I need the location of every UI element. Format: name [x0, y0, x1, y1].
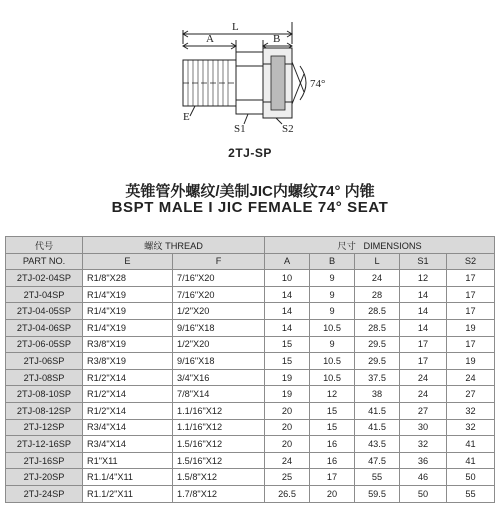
label-L: L	[232, 21, 239, 33]
cell-e: R1/2"X14	[83, 369, 173, 386]
cell-s1: 14	[400, 303, 447, 320]
label-A: A	[206, 33, 214, 45]
cell-b: 15	[310, 402, 355, 419]
cell-part-no: 2TJ-06-05SP	[6, 336, 83, 353]
cell-e: R1"X11	[83, 452, 173, 469]
label-angle: 74°	[310, 78, 326, 90]
cell-l: 47.5	[355, 452, 400, 469]
cell-l: 43.5	[355, 436, 400, 453]
cell-a: 15	[265, 353, 310, 370]
header-dimensions-en: DIMENSIONS	[363, 240, 422, 251]
table-row	[6, 303, 495, 320]
cell-f: 7/8"X14	[173, 386, 265, 403]
table-row	[6, 336, 495, 353]
cell-s2: 24	[447, 369, 495, 386]
cell-part-no: 2TJ-08SP	[6, 369, 83, 386]
cell-s2: 41	[447, 452, 495, 469]
cell-s1: 24	[400, 369, 447, 386]
cell-part-no: 2TJ-08-12SP	[6, 402, 83, 419]
cell-part-no: 2TJ-04SP	[6, 286, 83, 303]
table-row	[6, 286, 495, 303]
cell-l: 29.5	[355, 353, 400, 370]
cell-l: 38	[355, 386, 400, 403]
cell-s1: 17	[400, 336, 447, 353]
cell-part-no: 2TJ-02-04SP	[6, 270, 83, 287]
cell-f: 1.5/16"X12	[173, 452, 265, 469]
cell-f: 7/16"X20	[173, 286, 265, 303]
cell-l: 59.5	[355, 485, 400, 502]
table-row	[6, 386, 495, 403]
cell-a: 19	[265, 386, 310, 403]
cell-f: 1/2"X20	[173, 336, 265, 353]
table-row	[6, 469, 495, 486]
cell-part-no: 2TJ-16SP	[6, 452, 83, 469]
cell-s2: 17	[447, 336, 495, 353]
cell-b: 9	[310, 286, 355, 303]
cell-l: 41.5	[355, 402, 400, 419]
cell-l: 28	[355, 286, 400, 303]
cell-s1: 30	[400, 419, 447, 436]
cell-a: 20	[265, 419, 310, 436]
cell-b: 16	[310, 452, 355, 469]
cell-l: 41.5	[355, 419, 400, 436]
cell-a: 19	[265, 369, 310, 386]
table-row	[6, 402, 495, 419]
cell-a: 20	[265, 436, 310, 453]
label-B: B	[273, 33, 281, 45]
cell-s1: 14	[400, 319, 447, 336]
cell-part-no: 2TJ-08-10SP	[6, 386, 83, 403]
cell-a: 15	[265, 336, 310, 353]
cell-a: 14	[265, 303, 310, 320]
cell-f: 9/16"X18	[173, 319, 265, 336]
title-chinese: 英锥管外螺纹/美制JIC内螺纹74° 内锥	[125, 183, 375, 200]
header-col-s2: S2	[447, 253, 495, 270]
cell-l: 28.5	[355, 319, 400, 336]
part-code: 2TJ-SP	[228, 146, 272, 160]
cell-s1: 32	[400, 436, 447, 453]
cell-b: 10.5	[310, 319, 355, 336]
header-col-s1: S1	[400, 253, 447, 270]
fitting-drawing	[0, 0, 500, 150]
header-dimensions-group	[265, 237, 495, 254]
cell-f: 1.1/16"X12	[173, 402, 265, 419]
cell-f: 3/4"X16	[173, 369, 265, 386]
cell-a: 14	[265, 319, 310, 336]
cell-s1: 27	[400, 402, 447, 419]
header-col-e: E	[83, 253, 173, 270]
cell-s2: 32	[447, 402, 495, 419]
header-part-no: PART NO.	[6, 253, 83, 270]
cell-l: 28.5	[355, 303, 400, 320]
cell-part-no: 2TJ-12SP	[6, 419, 83, 436]
cell-f: 1/2"X20	[173, 303, 265, 320]
header-dimensions-cn: 尺寸	[337, 240, 356, 251]
cell-s2: 17	[447, 303, 495, 320]
cell-e: R3/4"X14	[83, 419, 173, 436]
cell-f: 1.5/8"X12	[173, 469, 265, 486]
cell-part-no: 2TJ-04-06SP	[6, 319, 83, 336]
cell-e: R1/8"X28	[83, 270, 173, 287]
cell-f: 1.1/16"X12	[173, 419, 265, 436]
cell-b: 17	[310, 469, 355, 486]
cell-l: 55	[355, 469, 400, 486]
cell-part-no: 2TJ-06SP	[6, 353, 83, 370]
cell-f: 1.7/8"X12	[173, 485, 265, 502]
cell-a: 10	[265, 270, 310, 287]
cell-b: 16	[310, 436, 355, 453]
cell-s1: 14	[400, 286, 447, 303]
spec-table	[5, 236, 495, 503]
cell-f: 9/16"X18	[173, 353, 265, 370]
cell-s2: 55	[447, 485, 495, 502]
cell-e: R1/2"X14	[83, 386, 173, 403]
cell-e: R3/8"X19	[83, 336, 173, 353]
cell-a: 14	[265, 286, 310, 303]
cell-s2: 19	[447, 319, 495, 336]
cell-e: R1.1/4"X11	[83, 469, 173, 486]
table-row	[6, 485, 495, 502]
cell-s1: 12	[400, 270, 447, 287]
cell-f: 7/16"X20	[173, 270, 265, 287]
label-S1: S1	[234, 123, 246, 135]
cell-part-no: 2TJ-04-05SP	[6, 303, 83, 320]
cell-f: 1.5/16"X12	[173, 436, 265, 453]
header-col-b: B	[310, 253, 355, 270]
cell-b: 10.5	[310, 369, 355, 386]
cell-l: 29.5	[355, 336, 400, 353]
cell-s1: 36	[400, 452, 447, 469]
table-row	[6, 270, 495, 287]
cell-a: 24	[265, 452, 310, 469]
cell-e: R1.1/2"X11	[83, 485, 173, 502]
cell-s1: 24	[400, 386, 447, 403]
table-row	[6, 436, 495, 453]
cell-e: R3/4"X14	[83, 436, 173, 453]
cell-l: 24	[355, 270, 400, 287]
cell-a: 25	[265, 469, 310, 486]
table-row	[6, 452, 495, 469]
header-col-f: F	[173, 253, 265, 270]
cell-s2: 32	[447, 419, 495, 436]
cell-b: 15	[310, 419, 355, 436]
table-row	[6, 419, 495, 436]
cell-s2: 50	[447, 469, 495, 486]
cell-e: R1/4"X19	[83, 303, 173, 320]
cell-e: R3/8"X19	[83, 353, 173, 370]
cell-s1: 17	[400, 353, 447, 370]
label-S2: S2	[282, 123, 294, 135]
table-row	[6, 319, 495, 336]
header-code-cn: 代号	[6, 237, 83, 254]
table-row	[6, 353, 495, 370]
cell-s2: 17	[447, 286, 495, 303]
cell-b: 12	[310, 386, 355, 403]
cell-a: 20	[265, 402, 310, 419]
cell-s1: 50	[400, 485, 447, 502]
cell-s1: 46	[400, 469, 447, 486]
cell-e: R1/4"X19	[83, 286, 173, 303]
header-col-a: A	[265, 253, 310, 270]
header-col-l: L	[355, 253, 400, 270]
cell-b: 9	[310, 303, 355, 320]
cell-b: 9	[310, 336, 355, 353]
cell-e: R1/2"X14	[83, 402, 173, 419]
cell-e: R1/4"X19	[83, 319, 173, 336]
cell-part-no: 2TJ-20SP	[6, 469, 83, 486]
cell-l: 37.5	[355, 369, 400, 386]
cell-b: 10.5	[310, 353, 355, 370]
cell-s2: 41	[447, 436, 495, 453]
cell-s2: 19	[447, 353, 495, 370]
cell-b: 9	[310, 270, 355, 287]
cell-b: 20	[310, 485, 355, 502]
title-english: BSPT MALE I JIC FEMALE 74° SEAT	[111, 199, 389, 216]
cell-s2: 17	[447, 270, 495, 287]
cell-s2: 27	[447, 386, 495, 403]
table-row	[6, 369, 495, 386]
cell-part-no: 2TJ-24SP	[6, 485, 83, 502]
label-E: E	[183, 111, 190, 123]
cell-a: 26.5	[265, 485, 310, 502]
cell-part-no: 2TJ-12-16SP	[6, 436, 83, 453]
header-thread-group: 螺纹 THREAD	[83, 237, 265, 254]
